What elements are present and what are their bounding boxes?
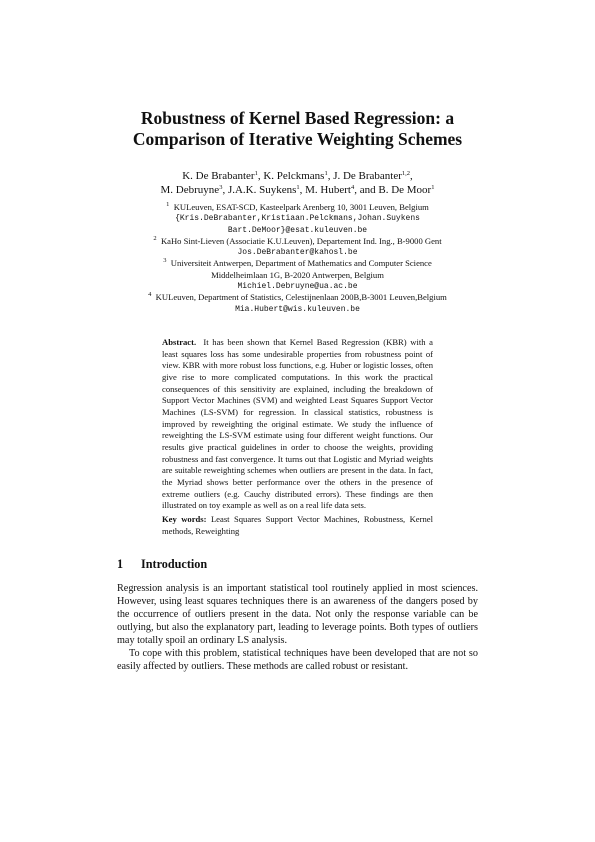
keywords-text: Least Squares Support Vector Machines, Robustness, Kernel methods, Reweighting [162, 513, 433, 536]
affiliation-number: 3 [163, 257, 167, 265]
affiliation-4 [60, 292, 535, 303]
affiliation-number: 4 [148, 291, 152, 299]
author-affil-mark: 1,2 [401, 170, 411, 177]
author-name: K. De Brabanter [182, 170, 255, 182]
title-line-1: Robustness of Kernel Based Regression: a [140, 108, 455, 128]
affiliation-email[interactable]: Bart.DeMoor}@esat.kuleuven.be [227, 225, 368, 235]
section-number: 1 [117, 557, 124, 571]
abstract-label: Abstract. [162, 337, 197, 347]
affiliation-email[interactable]: Mia.Hubert@wis.kuleuven.be [235, 304, 360, 314]
author-separator: , and [354, 184, 379, 196]
author-affil-mark: 1 [324, 170, 328, 177]
author-affil-mark: 3 [219, 184, 223, 191]
affiliation-2 [60, 236, 535, 247]
author-line-1 [60, 169, 535, 183]
author-name: B. De Moor [378, 184, 432, 196]
affiliation-email[interactable]: Michiel.Debruyne@ua.ac.be [237, 282, 358, 292]
paragraph: Regression analysis is an important statistical tool routinely applied in most sciences. However, using least squares techniques there is an awareness of the dangers posed by the occurrence of outliers present in the data. Not only the response variable can be outlying, but also the explanatory part, leading to leverage points. Both types of outliers may totally spoil an ordinary LS analysis. [117, 583, 478, 646]
author-list [60, 169, 535, 197]
author-separator: , [327, 170, 334, 182]
affiliation-address: Middelheimlaan 1G, B-2020 Antwerpen, Belgium [211, 269, 384, 280]
introduction-body [117, 582, 478, 673]
author-name: J. De Brabanter [333, 170, 402, 182]
abstract-body [162, 337, 433, 512]
affiliation-email[interactable]: Jos.DeBrabanter@kahosl.be [237, 248, 358, 258]
author-affil-mark: 1 [431, 184, 435, 191]
paragraph: To cope with this problem, statistical techniques have been developed that are not so easily affected by outliers. These methods are called robust or resistant. [117, 648, 478, 672]
author-name: J.A.K. Suykens [227, 184, 297, 196]
author-name: K. Pelckmans [263, 170, 325, 182]
author-separator: , [257, 170, 264, 182]
affiliation-text: KULeuven, Department of Statistics, Celestijnenlaan 200B,B-3001 Leuven,Belgium [155, 292, 447, 303]
author-affil-mark: 1 [296, 184, 300, 191]
affiliation-text: Universiteit Antwerpen, Department of Mathematics and Computer Science [170, 258, 432, 269]
affiliation-list [60, 202, 535, 315]
author-affil-mark: 4 [350, 184, 355, 191]
abstract [162, 337, 433, 537]
affiliation-3 [60, 258, 535, 269]
abstract-text: It has been shown that Kernel Based Regression (KBR) with a least squares loss has some undesirable properties from robustness point of view. KBR with more robust loss functions, e.g. Huber or logistic losses, often give rise to more complicated computations. In this work the practical consequences of this sensitivity are explained, including the breakdown of Support Vector Machines (SVM) and weighted Least Squares Support Vector Machines (LS-SVM) for regression. In classical statistics, robustness is improved by reweighting the original estimate. We study the influence of reweighting the LS-SVM estimate using four different weight functions. Our results give practical guidelines in order to choose the weights, providing robustness and fast convergence. It turns out that Logistic and Myriad weights are suitable reweighting schemes when outliers are present in the data. In fact, the Myriad shows better performance over the others in the presence of extreme outliers (e.g. Cauchy distributed errors). These findings are then illustrated on toy example as well as on a real life data sets. [162, 337, 433, 511]
affiliation-email[interactable]: {Kris.DeBrabanter,Kristiaan.Pelckmans,Johan.Suykens [175, 214, 420, 224]
author-line-2 [60, 183, 535, 197]
keywords-label: Key words: [162, 513, 207, 524]
keywords [162, 514, 433, 537]
section-title-text: Introduction [141, 557, 208, 571]
affiliation-text: KaHo Sint-Lieven (Associatie K.U.Leuven), Departement Ind. Ing., B-9000 Gent [160, 235, 442, 246]
affiliation-text: KULeuven, ESAT-SCD, Kasteelpark Arenberg 10, 3001 Leuven, Belgium [173, 202, 429, 212]
section-heading [117, 557, 207, 572]
affiliation-number: 1 [166, 201, 170, 208]
author-name: M. Hubert [305, 184, 351, 196]
paper-title [60, 108, 535, 150]
author-name: M. Debruyne [160, 184, 220, 196]
title-line-2: Comparison of Iterative Weighting Schemes [132, 129, 463, 149]
author-affil-mark: 1 [254, 170, 258, 177]
author-separator: , [222, 184, 228, 196]
author-separator: , [299, 184, 306, 196]
affiliation-number: 2 [153, 234, 157, 242]
affiliation-1 [60, 202, 535, 213]
author-separator: , [410, 170, 413, 182]
